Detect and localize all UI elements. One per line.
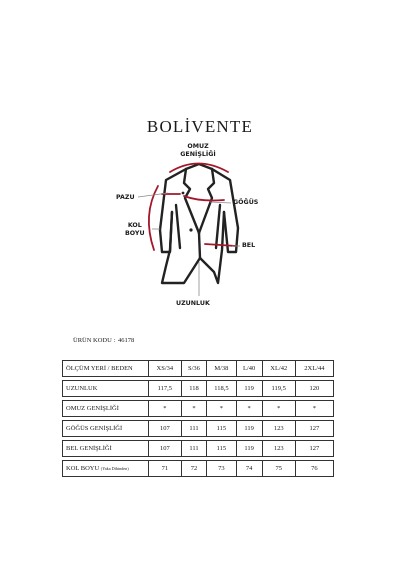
table-cell: 73 [207, 461, 236, 477]
size-header: 2XL/44 [295, 361, 333, 377]
table-cell: * [262, 401, 295, 417]
bicep-label: PAZU [116, 194, 135, 201]
table-cell: 127 [295, 421, 333, 437]
table-cell: 117,5 [149, 381, 182, 397]
table-cell: 72 [181, 461, 207, 477]
table-cell: 115 [207, 441, 236, 457]
row-label: UZUNLUK [63, 381, 149, 397]
table-cell: 118,5 [207, 381, 236, 397]
shoulder-label-line1: OMUZ [187, 143, 209, 150]
table-cell: 107 [149, 441, 182, 457]
size-header: M/38 [207, 361, 236, 377]
pocket-dot [182, 192, 185, 195]
table-cell: 119 [236, 441, 262, 457]
table-row [63, 461, 334, 477]
table-cell: * [207, 401, 236, 417]
table-cell: 71 [149, 461, 182, 477]
table-header-row [63, 361, 334, 377]
table-cell: 118 [181, 381, 207, 397]
table-cell: * [149, 401, 182, 417]
waist-label: BEL [242, 242, 256, 249]
table-cell: * [295, 401, 333, 417]
sleeve-label-line1: KOL [127, 222, 142, 229]
table-cell: 119,5 [262, 381, 295, 397]
table-row [63, 441, 334, 457]
size-header: XS/34 [149, 361, 182, 377]
table-cell: 74 [236, 461, 262, 477]
waist-measure-line [205, 244, 236, 246]
table-row [63, 381, 334, 397]
table-cell: 75 [262, 461, 295, 477]
row-label: GÖĞÜS GENİŞLİĞİ [63, 421, 149, 437]
table-cell: 107 [149, 421, 182, 437]
table-cell: 115 [207, 421, 236, 437]
table-cell: 127 [295, 441, 333, 457]
shoulder-label [173, 143, 223, 159]
product-code-label: ÜRÜN KODU : [73, 337, 116, 344]
table-row [63, 401, 334, 417]
product-code-value: 46178 [118, 337, 135, 344]
table-cell: 119 [236, 381, 262, 397]
row-label-note: (Yaka Dibinden) [100, 466, 129, 471]
button-dot [189, 228, 192, 231]
table-cell: * [236, 401, 262, 417]
sleeve-label-line2: BOYU [125, 230, 145, 237]
size-header: L/40 [236, 361, 262, 377]
table-cell: * [181, 401, 207, 417]
table-cell: 123 [262, 441, 295, 457]
size-header: S/36 [181, 361, 207, 377]
table-cell: 120 [295, 381, 333, 397]
row-label-text: KOL BOYU [66, 465, 100, 472]
table-cell: 111 [181, 421, 207, 437]
chest-measure-line [184, 196, 224, 201]
table-cell: 76 [295, 461, 333, 477]
chest-label: GÖĞÜS [233, 199, 259, 206]
row-label [63, 461, 149, 477]
size-table [62, 360, 334, 477]
brand-logo: BOLİVENTE [146, 117, 254, 136]
row-label: OMUZ GENİŞLİĞİ [63, 401, 149, 417]
table-cell: 111 [181, 441, 207, 457]
table-cell: 119 [236, 421, 262, 437]
shoulder-label-line2: GENİŞLİĞİ [180, 151, 216, 158]
table-row [63, 421, 334, 437]
row-label: BEL GENİŞLİĞİ [63, 441, 149, 457]
header-cell: ÖLÇÜM YERİ / BEDEN [63, 361, 149, 377]
table-cell: 123 [262, 421, 295, 437]
size-header: XL/42 [262, 361, 295, 377]
sleeve-label [125, 222, 145, 238]
length-label: UZUNLUK [176, 300, 210, 307]
